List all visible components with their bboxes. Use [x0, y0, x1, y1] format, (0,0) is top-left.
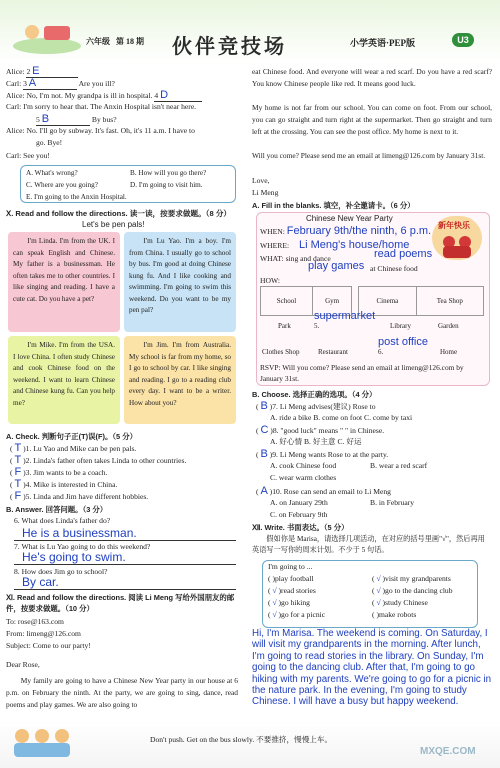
fill-title: A. Fill in the blanks. 填空，补全邀请卡。（6 分）: [252, 201, 415, 210]
check-item-4: ( T )4. Mike is interested in China.: [10, 478, 118, 490]
what-row-2: at Chinese food: [370, 264, 418, 273]
new-year-badge-text: 新年快乐: [438, 221, 470, 230]
header-title: 伙伴竞技场: [172, 36, 287, 58]
choose-q7: ( B )7. Li Meng advises(建议) Rose to: [256, 400, 376, 412]
dialogue-line-7: go. Bye!: [36, 138, 63, 147]
map-area: [260, 286, 484, 360]
answer-q7: 7. What is Lu Yao going to do this weekend?: [14, 542, 151, 551]
new-year-badge: [432, 216, 482, 260]
choose-q7-options: A. ride a bike B. come on foot C. come by taxi: [270, 413, 413, 422]
header-subject: 小学英语·PEP版: [350, 38, 415, 48]
check-item-2: ( T )2. Linda's father often takes Linda to other countries.: [10, 454, 187, 466]
map-cinema: Cinema: [359, 287, 416, 316]
essay-answer: Hi, I'm Marisa. The weekend is coming. On Saturday, I will visit my grandparents in the morning. After lunch, I'm going to read stories in the library. On Sunday, I'm going to the dancing club. After that, I'm going to go hiking with my parents. We're going to go for a picnic in the nature park. In the evening, I'm going to study Chinese. I will have a busy but happy weekend.: [252, 628, 492, 708]
activity-5: ( √ )go hiking: [268, 598, 310, 607]
activity-4: ( √ )go to the dancing club: [372, 586, 453, 595]
activity-7: ( √ )go for a picnic: [268, 610, 326, 619]
what-answer-2: play games: [308, 260, 365, 272]
header-banner: [0, 0, 500, 62]
dialogue-line-4: Carl: I'm sorry to hear that. The Anxin Hospital isn't near here.: [6, 102, 197, 111]
activity-8: ( )make robots: [372, 610, 417, 619]
dialogue-line-8: Carl: See you!: [6, 151, 50, 160]
answer-q8: 8. How does Jim go to school?: [14, 567, 108, 576]
header-grade: 六年级: [86, 37, 110, 46]
choose-q10: ( A )10. Rose can send an email to Li Meng: [256, 485, 391, 497]
penpal-linda: I'm Linda. I'm from the UK. I can speak English and Chinese. My father is a businessman. He often takes me to other countries. I like singing and reading. I have a cute cat. Do you have a pet?: [8, 232, 120, 332]
choose-title: B. Choose. 选择正确的选项。（4 分）: [252, 390, 377, 399]
map-library: Library: [390, 322, 411, 330]
email-closing: Love,: [252, 176, 270, 185]
answer-line-7: [14, 564, 236, 565]
email-paragraph-1: My family are going to have a Chinese New Year party in our house at 6 p.m. on February the ninth. At the party, we are going to sing, dance, read poems and play games. We are also going to: [6, 676, 238, 709]
activity-going: I'm going to ...: [268, 562, 313, 571]
footer-slogan: Don't push. Get on the bus slowly. 不要推挤，慢慢上车。: [150, 735, 333, 744]
map-home: Home: [440, 348, 458, 356]
footer-banner: [0, 720, 500, 768]
write-instructions: 假如你是 Marisa，请选择几项活动，在对应的括号里画"√"，然后再用英语写一写你的周末计划。不少于 5 句话。: [252, 535, 485, 554]
check-title: A. Check. 判断句子正(T)误(F)。（5 分）: [6, 432, 137, 441]
write-title: Ⅻ. Write. 书面表达。（5 分）: [252, 523, 349, 532]
answer-a7: He's going to swim.: [22, 550, 126, 564]
check-item-3: ( F )3. Jim wants to be a coach.: [10, 466, 108, 478]
map-garden: Garden: [438, 322, 459, 330]
choose-q9-options: A. cook Chinese food B. wear a red scarf: [270, 461, 428, 470]
what-row: WHAT: sing and dance: [260, 254, 331, 263]
section-xi-read-title: Ⅺ. Read and follow the directions. 阅读 Li Meng 写给外国朋友的邮件，按要求做题。（10 分）: [6, 593, 235, 613]
check-item-1: ( T )1. Lu Yao and Mike can be pen pals.: [10, 442, 137, 454]
penpal-jim: I'm Jim. I'm from Australia. My school is far from my home, so I go to school by car. I like singing and reading. I go to a reading club every day. I want to be a writer. How about you?: [124, 336, 236, 424]
penpal-luyao: I'm Lu Yao. I'm a boy. I'm from China. I usually go to school by bus. I'm good at doing Chinese kung fu. And I like cooking and swimming. I'm going to swim this weekend. Do you want to be my pen pal?: [124, 232, 236, 332]
choose-q10-option-c: C. on February 9th: [270, 510, 328, 519]
email-paragraph-2: My home is not far from our school. You can come on foot. From our school, you can go straight and turn right at the supermarket. Then go straight and turn left at the crossing. You can see the post office. My home is next to it.: [252, 103, 492, 136]
header-art: [12, 20, 82, 54]
map-school: School: [261, 287, 313, 316]
invitation-title: Chinese New Year Party: [306, 214, 393, 223]
map-tea-shop: Tea Shop: [416, 287, 483, 316]
dialogue-line-2: Carl: 3 A Are you ill?: [6, 77, 115, 89]
choose-q10-options: A. on January 29th B. in February: [270, 498, 415, 507]
dialogue-line-1: Alice: 2 E: [6, 66, 78, 78]
options-box: A. What's wrong? B. How will you go there? C. Where are you going? D. I'm going to visit him. E. I'm going to the Anxin Hospital.: [20, 165, 236, 203]
map-blank-6: 6.: [378, 348, 384, 356]
footer-kids-art: [8, 724, 92, 758]
choose-q9-option-c: C. wear warm clothes: [270, 473, 337, 482]
choose-q8-options: A. 好心情 B. 好主意 C. 好运: [270, 437, 362, 446]
answer-title: B. Answer. 回答问题。（3 分）: [6, 505, 108, 514]
activity-6: ( √ )study Chinese: [372, 598, 428, 607]
map-answer-post-office: post office: [378, 336, 428, 348]
answer-line-8: [14, 589, 236, 590]
check-item-5: ( F )5. Linda and Jim have different hobbies.: [10, 490, 149, 502]
what-answer-1: read poems: [374, 248, 433, 260]
footer-watermark: MXQE.COM: [420, 746, 476, 757]
answer-line-6: [14, 540, 236, 541]
dialogue-line-6: Alice: No. I'll go by subway. It's fast. Oh, it's 11 a.m. I have to: [6, 126, 195, 135]
map-restaurant: Restaurant: [318, 348, 348, 356]
email-from: From: limeng@126.com: [6, 629, 81, 638]
email-paragraph-1b: eat Chinese food. And everyone will wear a red scarf. Do you have a red scarf? You know Chinese people like red. It means good luck.: [252, 67, 492, 88]
answer-a8: By car.: [22, 575, 59, 589]
section-x-title: Ⅹ. Read and follow the directions. 读一读，按要求做题。（8 分）: [6, 209, 232, 218]
choose-q9: ( B )9. Li Meng wants Rose to at the party.: [256, 448, 389, 460]
unit-badge: U3: [452, 33, 474, 47]
when-row: WHEN: February 9th/the ninth, 6 p.m.: [260, 225, 432, 237]
map-park: Park: [278, 322, 291, 330]
answer-a6: He is a businessman.: [22, 526, 137, 540]
activity-2: ( √ )visit my grandparents: [372, 574, 451, 583]
dialogue-line-5: 5 B By bus?: [36, 113, 117, 125]
choose-q8: ( C )8. "good luck" means " " in Chinese.: [256, 424, 385, 436]
email-greeting: Dear Rose,: [6, 660, 40, 669]
how-row: HOW:: [260, 276, 280, 285]
answer-q6: 6. What does Linda's father do?: [14, 516, 111, 525]
email-signature: Li Meng: [252, 188, 279, 197]
map-answer-supermarket: supermarket: [314, 310, 376, 322]
activity-3: ( √ )read stories: [268, 586, 316, 595]
map-gym: Gym: [312, 287, 351, 316]
where-row: WHERE: Li Meng's house/home: [260, 239, 410, 251]
email-paragraph-3: Will you come? Please send me an email at limeng@126.com by January 31st.: [252, 151, 486, 160]
email-subject: Subject: Come to our party!: [6, 641, 91, 650]
map-clothes-shop: Clothes Shop: [262, 348, 300, 356]
activity-1: ( )play football: [268, 574, 314, 583]
rsvp-text: RSVP: Will you come? Please send an email at limeng@126.com by January 31st.: [260, 363, 464, 383]
map-blank-5: 5.: [314, 322, 320, 330]
dialogue-line-3: Alice: No, I'm not. My grandpa is ill in hospital. 4 D: [6, 90, 202, 102]
pen-pals-subtitle: Let's be pen pals!: [82, 220, 145, 229]
penpal-mike: I'm Mike. I'm from the USA. I love China. I often study Chinese and cook Chinese food on the weekend. I want to learn Chinese and Chinese kung fu. Can you help me?: [8, 336, 120, 424]
email-to: To: rose@163.com: [6, 617, 64, 626]
header-issue: 第 18 期: [116, 37, 144, 46]
